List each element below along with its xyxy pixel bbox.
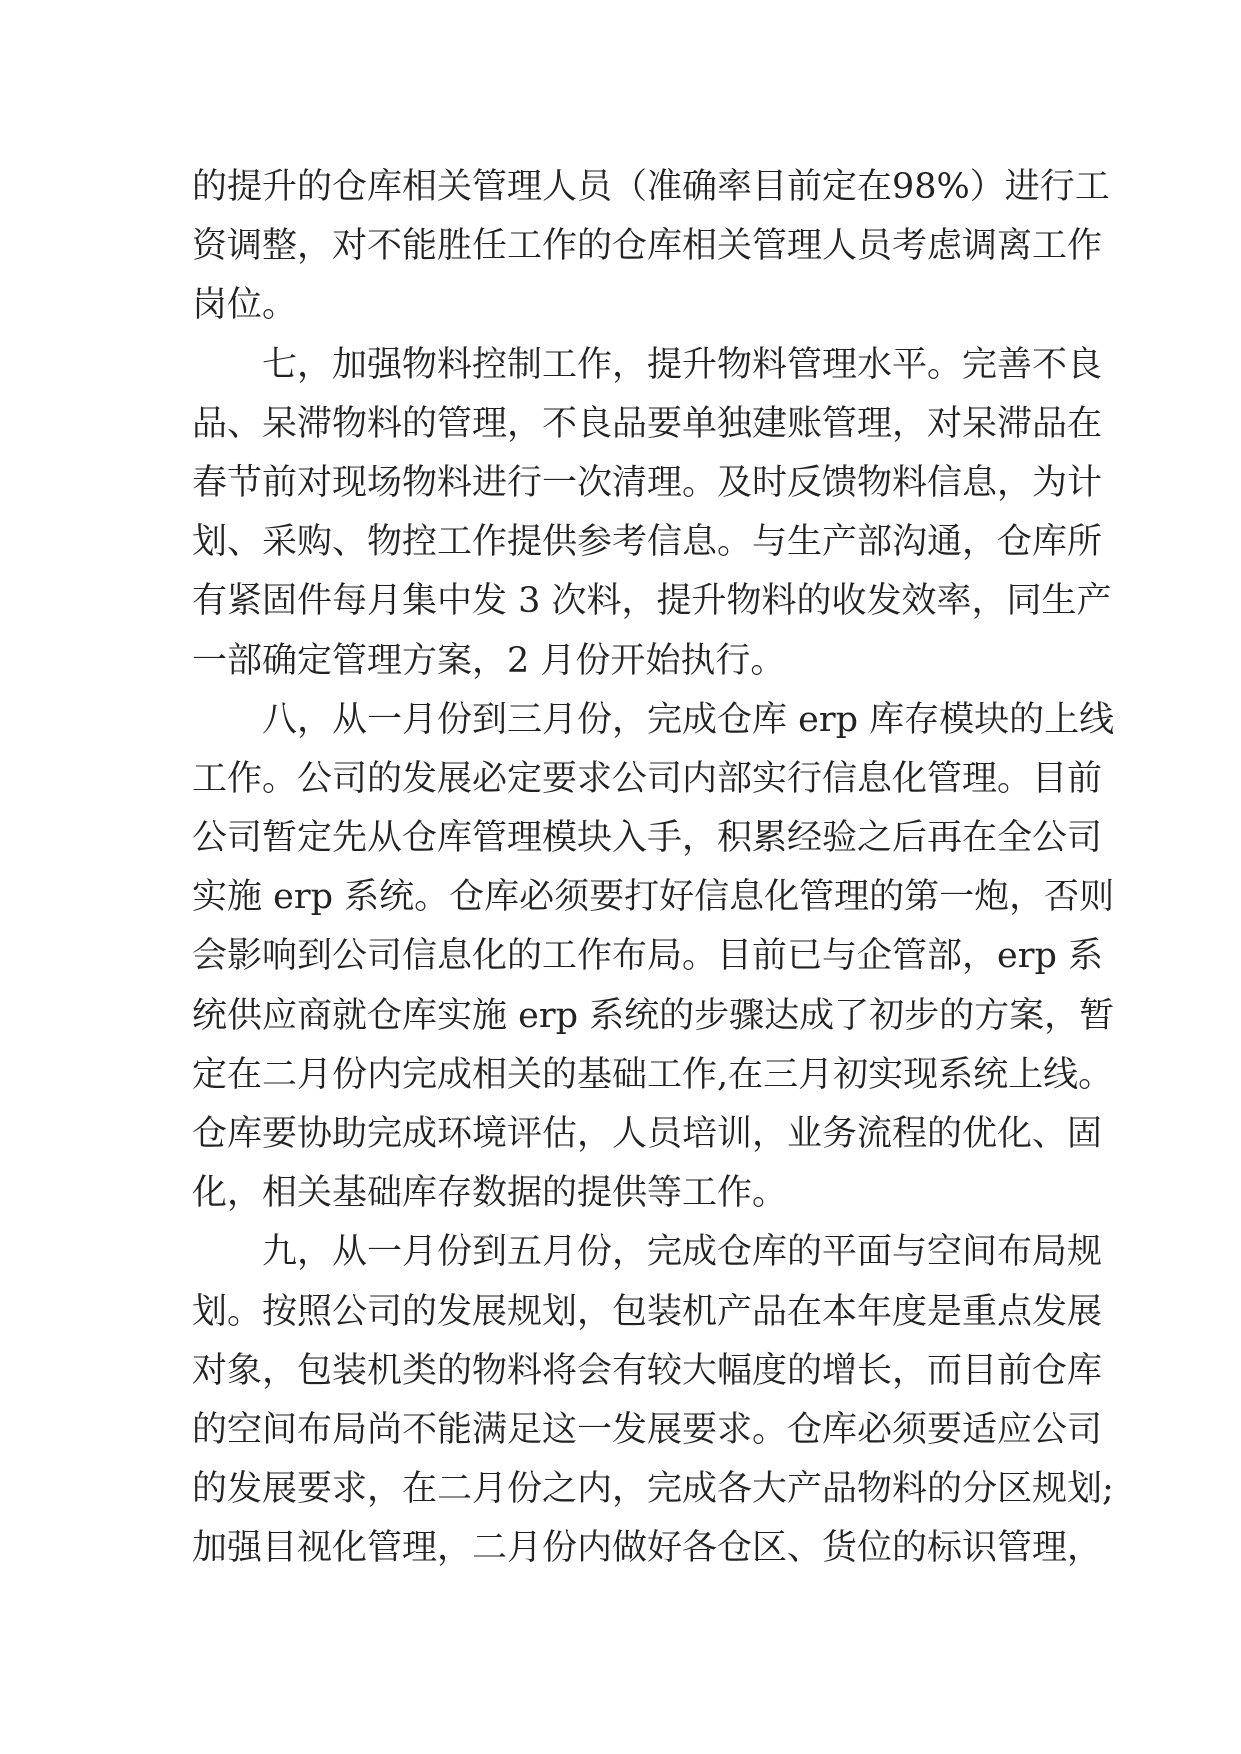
paragraph-3-line-4: 实施 erp 系统。仓库必须要打好信息化管理的第一炮，否则 bbox=[192, 877, 1115, 918]
paragraph-3-line-1: 八，从一月份到三月份，完成仓库 erp 库存模块的上线 bbox=[262, 699, 1115, 740]
document-body bbox=[192, 158, 1115, 1579]
paragraph-3-line-7: 定在二月份内完成相关的基础工作,在三月初实现系统上线。 bbox=[192, 1054, 1114, 1095]
paragraph-4-line-3: 对象，包装机类的物料将会有较大幅度的增长，而目前仓库 bbox=[192, 1350, 1103, 1391]
paragraph-2-line-1: 七，加强物料控制工作，提升物料管理水平。完善不良 bbox=[262, 344, 1103, 385]
paragraph-3-line-5: 会影响到公司信息化的工作布局。目前已与企管部，erp 系 bbox=[192, 936, 1103, 977]
paragraph-3-line-3: 公司暂定先从仓库管理模块入手，积累经验之后再在全公司 bbox=[192, 818, 1103, 859]
paragraph-2-line-4: 划、采购、物控工作提供参考信息。与生产部沟通，仓库所 bbox=[192, 522, 1103, 563]
paragraph-2-line-5: 有紧固件每月集中发 3 次料，提升物料的收发效率，同生产 bbox=[192, 581, 1112, 622]
paragraph-1-line-2: 资调整，对不能胜任工作的仓库相关管理人员考虑调离工作 bbox=[192, 226, 1103, 267]
paragraph-2-line-3: 春节前对现场物料进行一次清理。及时反馈物料信息，为计 bbox=[192, 462, 1103, 503]
paragraph-3-line-9: 化，相关基础库存数据的提供等工作。 bbox=[192, 1173, 788, 1214]
paragraph-4-line-6: 加强目视化管理，二月份内做好各仓区、货位的标识管理， bbox=[192, 1528, 1103, 1569]
paragraph-2-line-2: 品、呆滞物料的管理，不良品要单独建账管理，对呆滞品在 bbox=[192, 403, 1103, 444]
paragraph-2-line-6: 一部确定管理方案，2 月份开始执行。 bbox=[192, 640, 786, 681]
paragraph-4-line-2: 划。按照公司的发展规划，包装机产品在本年度是重点发展 bbox=[192, 1291, 1103, 1332]
paragraph-1-line-1: 的提升的仓库相关管理人员（准确率目前定在98%）进行工 bbox=[192, 167, 1110, 207]
paragraph-3-line-2: 工作。公司的发展必定要求公司内部实行信息化管理。目前 bbox=[192, 758, 1103, 799]
paragraph-3-line-6: 统供应商就仓库实施 erp 系统的步骤达成了初步的方案，暂 bbox=[192, 995, 1115, 1036]
paragraph-3-line-8: 仓库要协助完成环境评估，人员培训，业务流程的优化、固 bbox=[192, 1114, 1103, 1154]
paragraph-4-line-1: 九，从一月份到五月份，完成仓库的平面与空间布局规 bbox=[262, 1232, 1103, 1273]
paragraph-4-line-5: 的发展要求，在二月份之内，完成各大产品物料的分区规划; bbox=[192, 1469, 1114, 1510]
paragraph-4-line-4: 的空间布局尚不能满足这一发展要求。仓库必须要适应公司 bbox=[192, 1409, 1103, 1450]
paragraph-1-line-3: 岗位。 bbox=[192, 285, 298, 326]
